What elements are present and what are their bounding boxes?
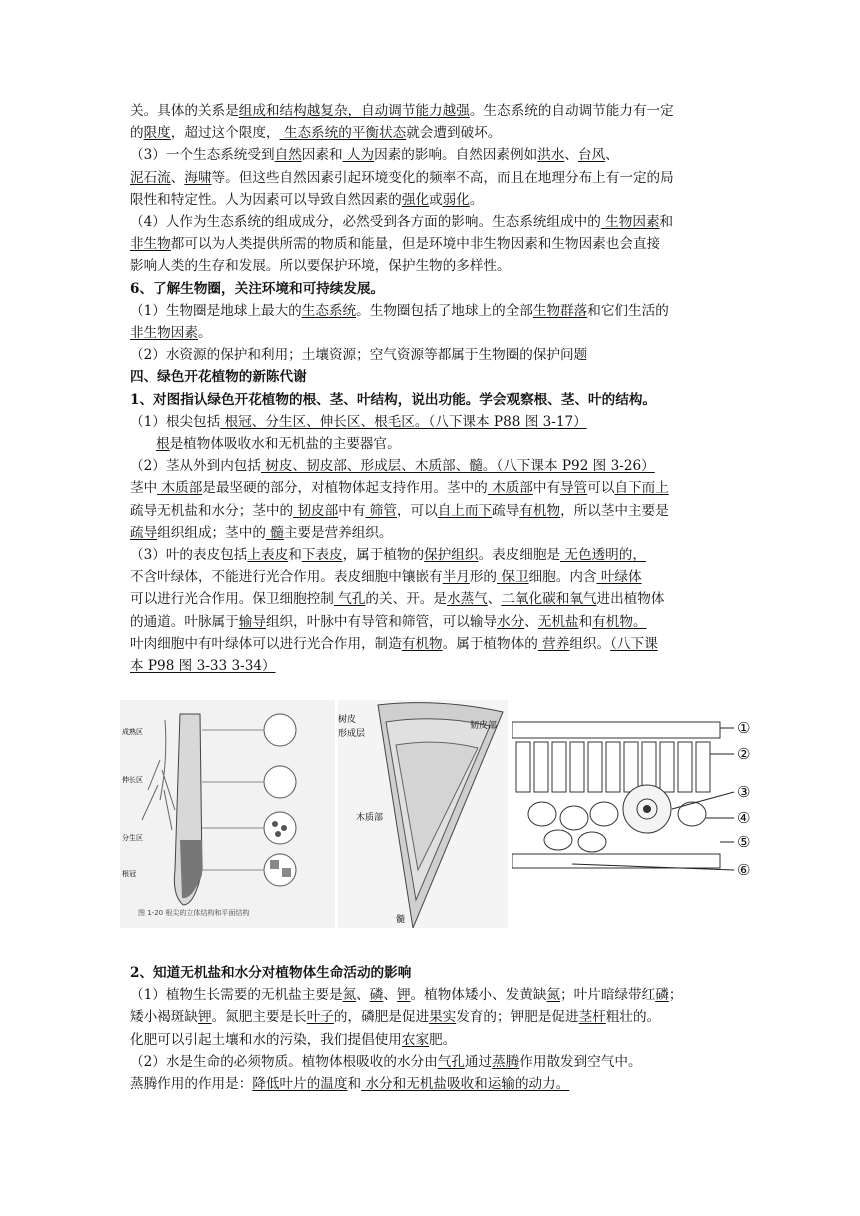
text-run: 化肥可以引起土壤和水的污染，我们提倡使用 <box>130 1031 402 1048</box>
text-line <box>130 1006 732 1028</box>
text-run: 、 <box>170 169 185 186</box>
root-tip-figure <box>120 700 335 928</box>
text-block-top <box>130 100 732 677</box>
text-run: 、 <box>356 987 370 1004</box>
section-heading <box>130 366 732 388</box>
text-run: ，可以 <box>396 502 438 519</box>
text-line <box>130 455 732 477</box>
text-run: 就会遭到破坏。 <box>406 125 502 142</box>
text-run: 叶肉细胞中有叶绿体可以进行光合作用，制造 <box>130 635 402 652</box>
answer-blank-text: 降低叶片的温度 <box>252 1076 348 1093</box>
answer-blank-text: 有机物 <box>519 502 561 519</box>
stem-label-bark: 树皮 <box>338 715 357 725</box>
text-line <box>130 1073 732 1095</box>
answer-blank-text: 本 P98 图 3-33 3-34） <box>130 658 276 675</box>
section-heading <box>130 389 732 411</box>
text-run: 组织组成；茎中的 <box>157 524 266 541</box>
text-run: 都可以为人类提供所需的物质和能量，但是环境中非生物因素和生物因素也会直接 <box>170 236 661 253</box>
text-run: 等。但这些自然因素引起环境变化的频率不高，而且在地理分布上有一定的局 <box>211 169 674 186</box>
text-line <box>130 189 732 211</box>
text-line <box>130 500 732 522</box>
text-run: 、 <box>487 591 502 608</box>
answer-blank-text: 生物群落 <box>532 302 588 319</box>
answer-blank-text: 二氧化碳和氧气 <box>501 591 597 608</box>
answer-blank-text: （八下课 <box>610 635 658 652</box>
stem-label-xylem: 木质部 <box>356 813 384 823</box>
answer-blank-text: 髓 <box>265 524 284 541</box>
answer-blank-text: 钾 <box>197 1009 212 1026</box>
answer-blank-text: 自然 <box>274 147 302 164</box>
answer-blank-text: 非生物 <box>130 236 171 253</box>
answer-blank-text: 台风 <box>577 147 606 164</box>
answer-blank-text: 保卫 <box>497 569 529 586</box>
text-run: 主要是营养组织。 <box>283 524 393 541</box>
answer-blank-text: 气孔 <box>437 1053 465 1070</box>
text-run: 6、了解生物圈，关注环境和可持续发展。 <box>130 280 385 297</box>
text-run: 形的 <box>469 569 498 586</box>
answer-blank-text: 氮 <box>546 987 561 1004</box>
text-run: 因素的影响。自然因素例如 <box>374 147 538 164</box>
leaf-cross-section-figure <box>512 714 760 886</box>
answer-blank-text: 上表皮 <box>247 547 289 564</box>
answer-blank-text: 无色透明的， <box>560 547 646 564</box>
text-line <box>130 1051 732 1073</box>
text-run: 中有 <box>338 502 366 519</box>
text-run: （2）水资源的保护和利用；土壤资源；空气资源等都属于生物圈的保护问题 <box>130 347 588 364</box>
answer-blank-text: 气孔 <box>333 591 366 608</box>
text-run: 因素和 <box>301 147 343 164</box>
answer-blank-text: 磷 <box>655 987 669 1004</box>
text-run: 。 <box>469 191 484 208</box>
answer-blank-text: 生物因素 <box>600 214 660 231</box>
root-label-cap: 根冠 <box>122 870 136 878</box>
text-run: 影响人类的生存和发展。所以要保护环境，保护生物的多样性。 <box>130 258 511 275</box>
text-line <box>130 233 732 255</box>
text-line <box>130 611 732 633</box>
text-run: 组织。 <box>569 635 611 652</box>
text-line <box>130 100 732 122</box>
answer-blank-text: 果实 <box>429 1009 457 1026</box>
text-run: 。生物圈包括了地球上的全部 <box>356 302 533 319</box>
text-run: 1、对图指认绿色开花植物的根、茎、叶结构，说出功能。学会观察根、茎、叶的结构。 <box>130 391 657 408</box>
answer-blank-text: 非生物因素 <box>130 325 198 342</box>
answer-blank-text: 下表皮 <box>301 547 343 564</box>
text-line <box>130 633 732 655</box>
text-run: 作用散发到空气中。 <box>519 1053 642 1070</box>
text-run: 进出植物体 <box>596 591 665 608</box>
text-run: 。属于植物体的 <box>442 635 538 652</box>
answer-blank-text: 弱化 <box>442 191 470 208</box>
answer-blank-text: 生态系统的平衡状态 <box>279 125 407 142</box>
text-run: ，属于植物的 <box>342 547 425 564</box>
text-run: 细胞。内含 <box>528 569 597 586</box>
text-line <box>130 588 732 610</box>
text-run: （1）植物生长需要的无机盐主要是 <box>130 987 343 1004</box>
text-run: 的通道。叶脉属于 <box>130 613 239 630</box>
answer-blank-text: 半月 <box>442 569 470 586</box>
text-run: （1）根尖包括 <box>130 413 221 430</box>
answer-blank-text: 筛管 <box>365 502 397 519</box>
answer-blank-text: 营养 <box>537 635 570 652</box>
answer-blank-text: 根 <box>156 436 170 453</box>
text-run: 中有 <box>532 480 561 497</box>
text-run: 蒸腾作用的作用是： <box>130 1076 253 1093</box>
answer-blank-text: 生态系统 <box>301 302 357 319</box>
text-line <box>130 411 732 433</box>
answer-blank-text: 蒸腾 <box>492 1053 520 1070</box>
root-label-elongation: 伸长区 <box>122 776 143 784</box>
text-line <box>130 144 732 166</box>
text-run: 和 <box>288 547 302 564</box>
text-run: 和它们生活的 <box>587 302 669 319</box>
stem-label-phloem: 韧皮部 <box>470 721 498 731</box>
text-run: 。生态系统的自动调节能力有一定 <box>469 103 674 119</box>
answer-blank-text: 无机盐 <box>537 613 579 630</box>
answer-blank-text: 茎杆 <box>578 1009 606 1026</box>
text-run: 是最坚硬的部分，对植物体起支持作用。茎中的 <box>202 480 488 497</box>
text-line <box>130 477 732 499</box>
text-line <box>130 211 732 233</box>
text-run: 、 <box>605 147 619 164</box>
text-run: 和 <box>347 1076 362 1093</box>
answer-blank-text: 输导 <box>238 613 266 630</box>
answer-blank-text: 导管 <box>560 480 588 497</box>
answer-blank-text: 强化 <box>401 191 430 208</box>
text-line <box>130 344 732 366</box>
text-line <box>130 255 732 277</box>
text-run: 的，磷肥是促进 <box>333 1009 430 1026</box>
text-block-bottom <box>130 962 732 1095</box>
answer-blank-text: 木质部 <box>487 480 533 497</box>
root-label-meristem: 分生区 <box>122 834 143 842</box>
text-run: （4）人作为生态系统的组成成分，必然受到各方面的影响。生态系统组成中的 <box>130 214 601 231</box>
text-run: 。氮肥主要是长 <box>211 1009 307 1026</box>
text-run: 茎中 <box>130 480 158 497</box>
text-run: 可以 <box>587 480 615 497</box>
answer-blank-text: 泥石流 <box>130 169 171 186</box>
text-run: 的关、开。是 <box>365 591 447 608</box>
text-run: （2）水是生命的必须物质。植物体根吸收的水分由 <box>130 1053 438 1070</box>
answer-blank-text: 根冠、分生区、伸长区、根毛区。（八下课本 P88 图 3-17） <box>220 413 587 430</box>
text-line <box>130 566 732 588</box>
text-run: 、 <box>564 147 578 164</box>
answer-blank-text: 韧皮部 <box>293 502 339 519</box>
answer-blank-text: 洪水 <box>537 147 565 164</box>
text-run: 或 <box>429 191 443 208</box>
leaf-label-6: ⑥ <box>737 861 751 879</box>
text-run: 。表皮细胞是 <box>478 547 561 564</box>
answer-blank-text: 自下而上 <box>614 480 669 497</box>
stem-label-cambium: 形成层 <box>338 729 366 739</box>
text-run: 2、知道无机盐和水分对植物体生命活动的影响 <box>130 965 412 981</box>
root-figure-caption: 图 1-20 根尖的立体结构和平面结构 <box>138 909 250 917</box>
text-line <box>130 984 732 1006</box>
text-line <box>130 522 732 544</box>
text-run: 限性和特定性。人为因素可以导致自然因素的 <box>130 191 402 208</box>
answer-blank-text: 有机物 <box>401 635 443 652</box>
text-line <box>130 1029 732 1051</box>
stem-cross-section-figure <box>338 700 508 928</box>
text-run: ，所以茎中主要是 <box>560 502 669 519</box>
answer-blank-text: 水蒸气 <box>446 591 488 608</box>
text-run: 发育的；钾肥是促进 <box>456 1009 579 1026</box>
answer-blank-text: 有机物。 <box>592 613 647 630</box>
section-heading <box>130 962 732 984</box>
text-line <box>130 167 732 189</box>
text-line <box>130 433 732 455</box>
text-run: （3）叶的表皮包括 <box>130 547 248 564</box>
text-run: 可以进行光合作用。保卫细胞控制 <box>130 591 334 608</box>
text-line <box>130 655 732 677</box>
answer-blank-text: 钾 <box>396 987 411 1004</box>
answer-blank-text: 树皮、韧皮部、形成层、木质部、髓。（八下课本 P92 图 3-26） <box>261 458 655 475</box>
text-run: 粗壮的。 <box>605 1009 661 1026</box>
leaf-label-5: ⑤ <box>737 833 751 851</box>
text-run: 疏导无机盐和水分；茎中的 <box>130 502 294 519</box>
answer-blank-text: 木质部 <box>157 480 203 497</box>
answer-blank-text: 水分和无机盐吸收和运输的动力。 <box>361 1076 570 1093</box>
answer-blank-text: 氮 <box>342 987 357 1004</box>
text-run: 、 <box>383 987 397 1004</box>
text-line <box>130 300 732 322</box>
text-run: ，超过这个限度， <box>170 125 280 142</box>
root-label-mature: 成熟区 <box>122 728 143 736</box>
answer-blank-text: 组成和结构越复杂，自动调节能力越强 <box>238 103 470 119</box>
section-heading <box>130 278 732 300</box>
answer-blank-text: 人为 <box>342 147 375 164</box>
answer-blank-text: 叶子 <box>306 1009 334 1026</box>
answer-blank-text: 叶绿体 <box>596 569 642 586</box>
answer-blank-text: 水分 <box>497 613 525 630</box>
text-run: 疏导 <box>492 502 520 519</box>
text-run: 和 <box>578 613 593 630</box>
text-run: 肥。 <box>429 1031 457 1048</box>
text-run: 组织，叶脉中有导管和筛管，可以输导 <box>265 613 498 630</box>
text-run: 四、绿色开花植物的新陈代谢 <box>130 369 307 386</box>
text-run: 是植物体吸收水和无机盐的主要器官。 <box>169 436 401 453</box>
answer-blank-text: 保护组织 <box>424 547 479 564</box>
text-run: 的 <box>130 125 144 142</box>
answer-blank-text: 自上而下 <box>437 502 493 519</box>
text-run: 矮小褐斑缺 <box>130 1009 198 1026</box>
text-run: ；叶片暗绿带红 <box>560 987 656 1004</box>
text-run: 关。具体的关系是 <box>130 103 239 119</box>
text-run: 和 <box>659 214 674 231</box>
figure-row <box>120 700 760 930</box>
text-run: （2）茎从外到内包括 <box>130 458 261 475</box>
answer-blank-text: 限度 <box>143 125 171 142</box>
text-line <box>130 544 732 566</box>
answer-blank-text: 磷 <box>369 987 384 1004</box>
answer-blank-text: 农家 <box>401 1031 430 1048</box>
text-run: 。植物体矮小、发黄缺 <box>410 987 547 1004</box>
text-run: 不含叶绿体，不能进行光合作用。表皮细胞中镶嵌有 <box>130 569 443 586</box>
answer-blank-text: 海啸 <box>184 169 212 186</box>
text-run: 、 <box>524 613 538 630</box>
stem-label-pith: 髓 <box>396 915 406 925</box>
text-run: 通过 <box>464 1053 493 1070</box>
text-line <box>130 322 732 344</box>
leaf-label-3: ③ <box>737 783 751 801</box>
leaf-label-1: ① <box>737 719 751 737</box>
text-line <box>130 122 732 144</box>
leaf-label-4: ④ <box>737 809 751 827</box>
answer-blank-text: 疏导 <box>130 524 158 541</box>
leaf-label-2: ② <box>737 745 751 763</box>
text-run: ； <box>668 987 683 1004</box>
text-run: （1）生物圈是地球上最大的 <box>130 302 302 319</box>
text-run: 。 <box>197 325 212 342</box>
text-run: （3）一个生态系统受到 <box>130 147 275 164</box>
